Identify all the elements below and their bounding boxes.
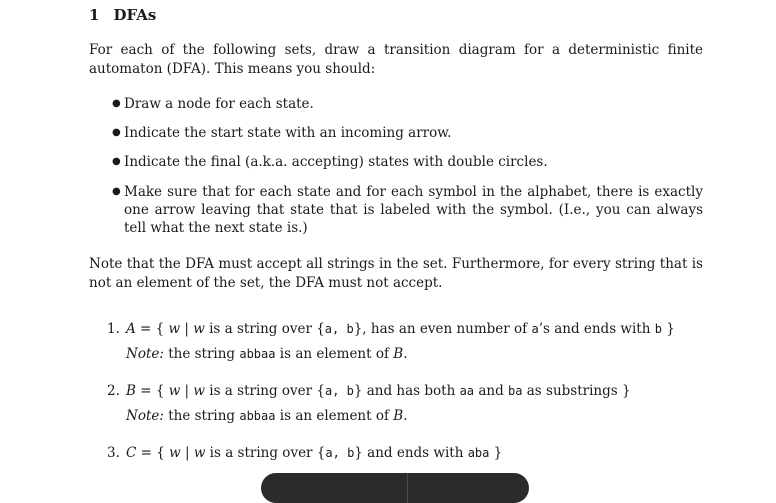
problem-1: 1. A = { w | w is a string over {a, b}, has an even number of a’s and ends with b } Note: the string abbaa is an element of B.: [107, 320, 703, 363]
problem-note: Note: the string abbaa is an element of B.: [126, 346, 408, 362]
bullet-icon: ●: [112, 127, 121, 138]
list-item: ● Indicate the start state with an incoming arrow.: [112, 125, 452, 141]
toolbar-divider: [407, 473, 408, 503]
note-paragraph: Note that the DFA must accept all strings in the set. Furthermore, for every string that is not an element of the set, the DFA must not accept.: [89, 256, 703, 291]
problem-3: 3. C = { w | w is a string over {a, b} and ends with aba }: [107, 445, 503, 461]
intro-paragraph: For each of the following sets, draw a transition diagram for a deterministic finite automaton (DFA). This means you should:: [89, 42, 703, 77]
bullet-icon: ●: [112, 186, 121, 197]
section-heading: [89, 6, 156, 24]
section-title: DFAs: [113, 6, 157, 24]
bullet-icon: ●: [112, 98, 121, 109]
section-number: 1: [89, 6, 100, 24]
list-item: ● Make sure that for each state and for each symbol in the alphabet, there is exactly one arrow leaving that state that is labeled with the symbol. (I.e., you can always tell what the next state is.): [112, 184, 703, 236]
list-item: ● Indicate the final (a.k.a. accepting) states with double circles.: [112, 154, 548, 170]
bullet-icon: ●: [112, 156, 121, 167]
list-item: ● Draw a node for each state.: [112, 96, 314, 112]
floating-toolbar[interactable]: [261, 473, 529, 503]
problem-note: Note: the string abbaa is an element of B.: [126, 408, 408, 424]
problem-2: 2. B = { w | w is a string over {a, b} and has both aa and ba as substrings } Note: the string abbaa is an element of B.: [107, 382, 703, 425]
